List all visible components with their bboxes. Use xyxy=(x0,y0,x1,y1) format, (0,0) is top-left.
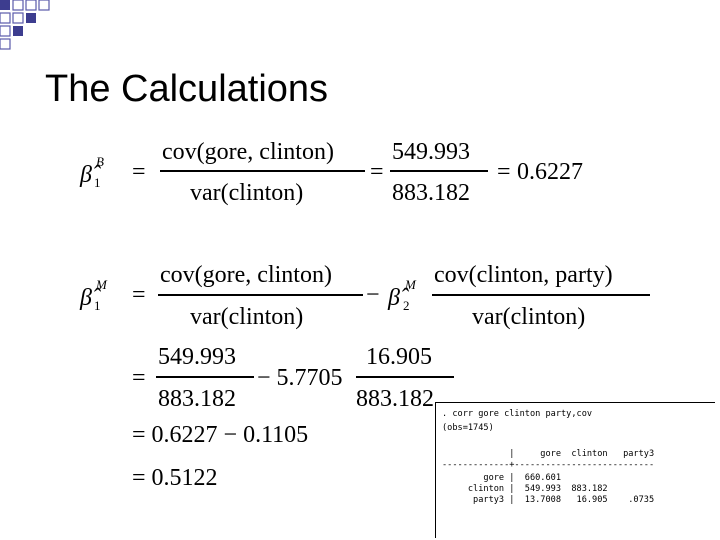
beta1m-den2: var(clinton) xyxy=(472,304,586,330)
beta1b-fraction-line xyxy=(160,170,365,172)
beta1m-equals: = xyxy=(132,282,146,308)
beta1m-sub: 1 xyxy=(94,298,101,313)
stata-output-panel xyxy=(435,402,715,538)
beta1b-num-value: 549.993 xyxy=(392,139,470,165)
beta2m-sub: 2 xyxy=(403,298,410,313)
beta1m-num1: cov(gore, clinton) xyxy=(160,262,332,288)
beta2m-sup: M xyxy=(405,277,416,292)
beta1b-numerator: cov(gore, clinton) xyxy=(162,139,334,165)
beta1b-value-fraction-line xyxy=(390,170,488,172)
beta1b-sub: 1 xyxy=(94,175,101,190)
beta1m-sup: M xyxy=(96,277,107,292)
beta1b-sup: B xyxy=(96,154,104,169)
beta1b-denominator: var(clinton) xyxy=(190,180,304,206)
beta1m-symbol: β̂ xyxy=(80,285,92,311)
step2-den2: 883.182 xyxy=(356,386,434,412)
stata-row-clinton: clinton | 549.993 883.182 xyxy=(442,484,608,494)
step2-den1: 883.182 xyxy=(158,386,236,412)
stata-header: | gore clinton party3 xyxy=(442,449,655,459)
beta1b-equals: = xyxy=(132,159,146,185)
stata-separator: -------------+--------------------------- xyxy=(442,460,655,470)
beta1m-fraction-line-2 xyxy=(432,294,650,296)
beta1b-den-value: 883.182 xyxy=(392,180,470,206)
stata-obs: (obs=1745) xyxy=(442,423,494,433)
beta1b-equals-2: = xyxy=(370,159,384,185)
beta1b-result: 0.6227 xyxy=(517,159,583,185)
beta1b-symbol: β̂ xyxy=(80,162,92,188)
step2-num2: 16.905 xyxy=(366,344,432,370)
step2-minus-coefficient: − 5.7705 xyxy=(257,365,343,391)
step2-fraction-line-2 xyxy=(356,376,454,378)
equation-step-3: = 0.6227 − 0.1105 xyxy=(132,422,309,448)
beta1m-num2: cov(clinton, party) xyxy=(434,262,613,288)
step2-num1: 549.993 xyxy=(158,344,236,370)
beta2m-symbol: β̂ xyxy=(388,285,400,311)
stata-row-gore: gore | 660.601 xyxy=(442,473,561,483)
stata-command: . corr gore clinton party,cov xyxy=(442,409,593,419)
corner-decoration xyxy=(0,0,90,50)
beta1m-den1: var(clinton) xyxy=(190,304,304,330)
beta1m-fraction-line-1 xyxy=(158,294,363,296)
beta1b-equals-3: = xyxy=(497,159,511,185)
equation-step-4: = 0.5122 xyxy=(132,465,218,491)
beta1m-minus: − xyxy=(366,282,380,308)
step2-fraction-line-1 xyxy=(156,376,254,378)
stata-row-party3: party3 | 13.7008 16.905 .0735 xyxy=(442,495,655,505)
step2-equals: = xyxy=(132,365,146,391)
slide-title: The Calculations xyxy=(45,68,329,110)
